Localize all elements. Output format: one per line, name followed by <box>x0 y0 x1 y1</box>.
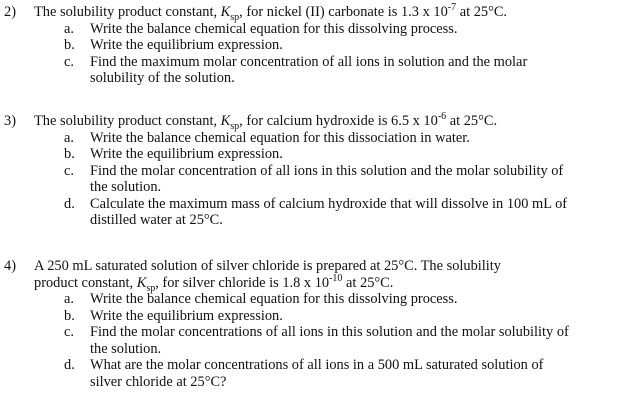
sub-question-list <box>64 130 626 229</box>
question-number: 3) <box>4 113 16 129</box>
sub-question-a: a. Write the balance chemical equation for this dissolving process. <box>64 291 458 307</box>
sub-question-list <box>64 21 626 87</box>
question-2 <box>4 4 626 87</box>
question-stem <box>4 113 626 130</box>
question-text: The solubility product constant, $K_{sp}$, for calcium hydroxide is 6.5 x $10^{-6}$ at 25°C. <box>34 111 498 132</box>
question-stem <box>4 258 626 294</box>
sub-question-d: d. Calculate the maximum mass of calcium hydroxide that will dissolve in 100 mL of distilled water at 25°C. <box>64 195 568 228</box>
question-text: A 250 mL saturated solution of silver chloride is prepared at 25°C. The solubility product constant, $K_{sp}$, for silver chloride is 1.8 x $10^{-10}$ at 25°C. <box>34 258 501 294</box>
sub-question-list <box>64 291 626 390</box>
sub-question-a: a. Write the balance chemical equation for this dissociation in water. <box>64 129 470 146</box>
question-text: The solubility product constant, $K_{sp}$, for nickel (II) carbonate is 1.3 x $10^{-7}$ at 25°C. <box>34 2 508 23</box>
question-3 <box>4 113 626 229</box>
question-stem <box>4 4 626 21</box>
sub-question-b: b. Write the equilibrium expression. <box>64 307 283 324</box>
sub-question-d: d. What are the molar concentrations of all ions in a 500 mL saturated solution of silver chloride at 25°C? <box>64 357 544 390</box>
sub-question-a: a. Write the balance chemical equation for this dissolving process. <box>64 20 458 37</box>
sub-question-b: b. Write the equilibrium expression. <box>64 146 283 162</box>
question-number: 2) <box>4 4 16 20</box>
question-number: 4) <box>4 258 16 274</box>
sub-question-c: c. Find the molar concentrations of all ions in this solution and the molar solubility of the solution. <box>64 324 569 357</box>
question-4 <box>4 258 626 390</box>
sub-question-c: c. Find the molar concentration of all ions in this solution and the molar solubility of the solution. <box>64 162 564 195</box>
sub-question-b: b. Write the equilibrium expression. <box>64 37 283 53</box>
sub-question-c: c. Find the maximum molar concentration of all ions in solution and the molar solubility of the solution. <box>64 53 528 86</box>
